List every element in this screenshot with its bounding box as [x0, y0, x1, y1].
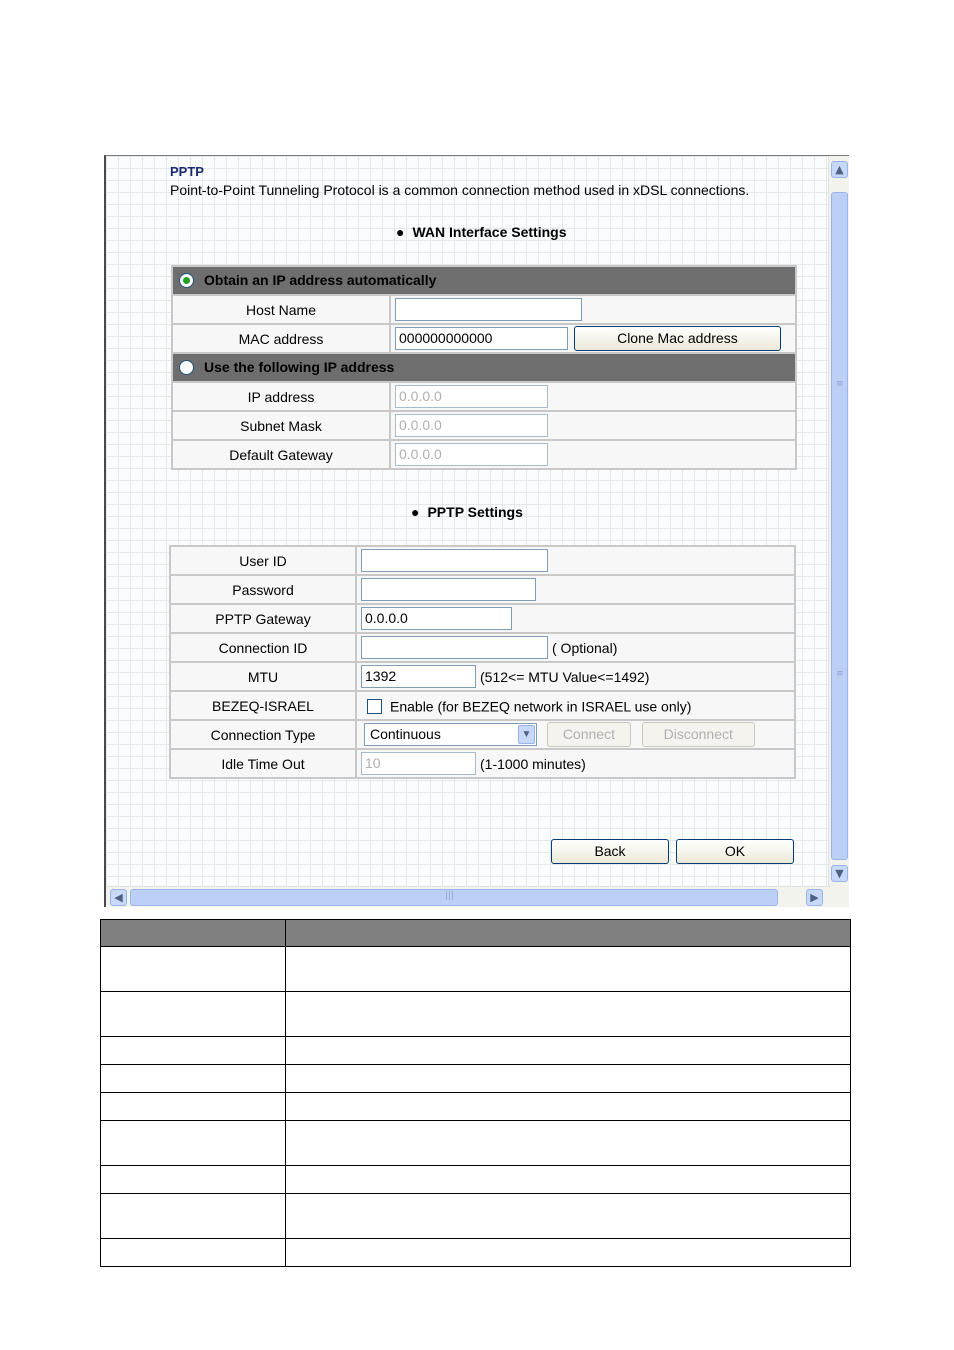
doc-cell [286, 1121, 851, 1166]
default-gateway-label: Default Gateway [172, 440, 390, 469]
doc-cell [101, 1166, 286, 1194]
chevron-up-icon[interactable]: ▲ [831, 161, 848, 178]
chevron-right-icon[interactable]: ▶ [806, 889, 823, 906]
wan-section-title [396, 224, 567, 240]
doc-cell [101, 1093, 286, 1121]
connect-button[interactable]: Connect [547, 722, 631, 747]
grip-icon: ||| [445, 891, 455, 901]
use-following-row[interactable] [172, 353, 796, 382]
password-input[interactable] [361, 578, 536, 601]
pptp-gateway-label: PPTP Gateway [170, 604, 356, 633]
idle-time-input[interactable]: 10 [361, 752, 476, 775]
doc-cell [286, 1166, 851, 1194]
idle-time-note: (1-1000 minutes) [480, 755, 586, 772]
idle-time-label: Idle Time Out [170, 749, 356, 778]
obtain-auto-row[interactable] [172, 266, 796, 295]
doc-cell [286, 1093, 851, 1121]
bezeq-text: Enable (for BEZEQ network in ISRAEL use only) [390, 698, 692, 715]
doc-cell [101, 992, 286, 1037]
back-button[interactable]: Back [551, 839, 669, 864]
horizontal-scroll-thumb[interactable] [130, 889, 778, 906]
bullet-icon: ● [411, 504, 420, 520]
doc-cell [101, 947, 286, 992]
doc-header-cell [286, 920, 851, 947]
vertical-scroll-thumb[interactable] [831, 192, 848, 860]
default-gateway-input[interactable]: 0.0.0.0 [395, 443, 548, 466]
connection-id-label: Connection ID [170, 633, 356, 662]
doc-cell [101, 1239, 286, 1267]
doc-cell [101, 1194, 286, 1239]
bezeq-checkbox[interactable] [367, 699, 382, 714]
use-following-radio[interactable] [179, 360, 194, 375]
pptp-gateway-input[interactable]: 0.0.0.0 [361, 607, 512, 630]
connection-type-select[interactable] [364, 723, 537, 746]
doc-table [100, 919, 851, 1267]
ok-button[interactable]: OK [676, 839, 794, 864]
wan-section-label: WAN Interface Settings [412, 224, 567, 240]
password-label: Password [170, 575, 356, 604]
doc-cell [286, 992, 851, 1037]
doc-cell [101, 1037, 286, 1065]
obtain-auto-radio[interactable] [179, 273, 194, 288]
mtu-input[interactable]: 1392 [361, 665, 476, 688]
host-name-input[interactable] [395, 298, 582, 321]
mtu-note: (512<= MTU Value<=1492) [480, 668, 650, 685]
clone-mac-button[interactable]: Clone Mac address [574, 326, 781, 351]
mac-address-label: MAC address [172, 324, 390, 353]
grip-icon: ≡ [836, 669, 844, 679]
mac-address-input[interactable]: 000000000000 [395, 327, 568, 350]
browser-frame [104, 155, 849, 907]
pptp-section-title [411, 504, 523, 520]
wan-table [171, 265, 797, 470]
user-id-label: User ID [170, 546, 356, 575]
doc-cell [286, 1239, 851, 1267]
chevron-left-icon[interactable]: ◀ [110, 889, 127, 906]
subnet-mask-label: Subnet Mask [172, 411, 390, 440]
chevron-down-icon[interactable]: ▼ [518, 725, 535, 744]
doc-header-cell [101, 920, 286, 947]
grip-icon: ≡ [836, 379, 844, 389]
ip-address-input[interactable]: 0.0.0.0 [395, 385, 548, 408]
mtu-label: MTU [170, 662, 356, 691]
host-name-label: Host Name [172, 295, 390, 324]
user-id-input[interactable] [361, 549, 548, 572]
vertical-scrollbar[interactable] [828, 156, 849, 888]
scrollbar-corner [829, 887, 849, 907]
chevron-down-icon[interactable]: ▼ [831, 865, 848, 882]
doc-cell [286, 1037, 851, 1065]
subnet-mask-input[interactable]: 0.0.0.0 [395, 414, 548, 437]
connection-id-note: ( Optional) [552, 639, 618, 656]
ip-address-label: IP address [172, 382, 390, 411]
use-following-label: Use the following IP address [204, 359, 395, 376]
bezeq-label: BEZEQ-ISRAEL [170, 691, 356, 720]
pptp-section-label: PPTP Settings [427, 504, 523, 520]
connection-type-label: Connection Type [170, 720, 356, 749]
connection-type-value: Continuous [370, 726, 441, 742]
connection-id-input[interactable] [361, 636, 548, 659]
doc-cell [101, 1121, 286, 1166]
obtain-auto-label: Obtain an IP address automatically [204, 272, 437, 289]
doc-cell [286, 1065, 851, 1093]
bullet-icon: ● [396, 224, 405, 240]
doc-cell [286, 1194, 851, 1239]
doc-cell [286, 947, 851, 992]
disconnect-button[interactable]: Disconnect [642, 722, 755, 747]
page-description: Point-to-Point Tunneling Protocol is a common connection method used in xDSL connections. [170, 182, 750, 198]
page-title: PPTP [170, 164, 204, 179]
pptp-table [169, 545, 796, 779]
horizontal-scrollbar[interactable] [106, 886, 831, 907]
doc-cell [101, 1065, 286, 1093]
